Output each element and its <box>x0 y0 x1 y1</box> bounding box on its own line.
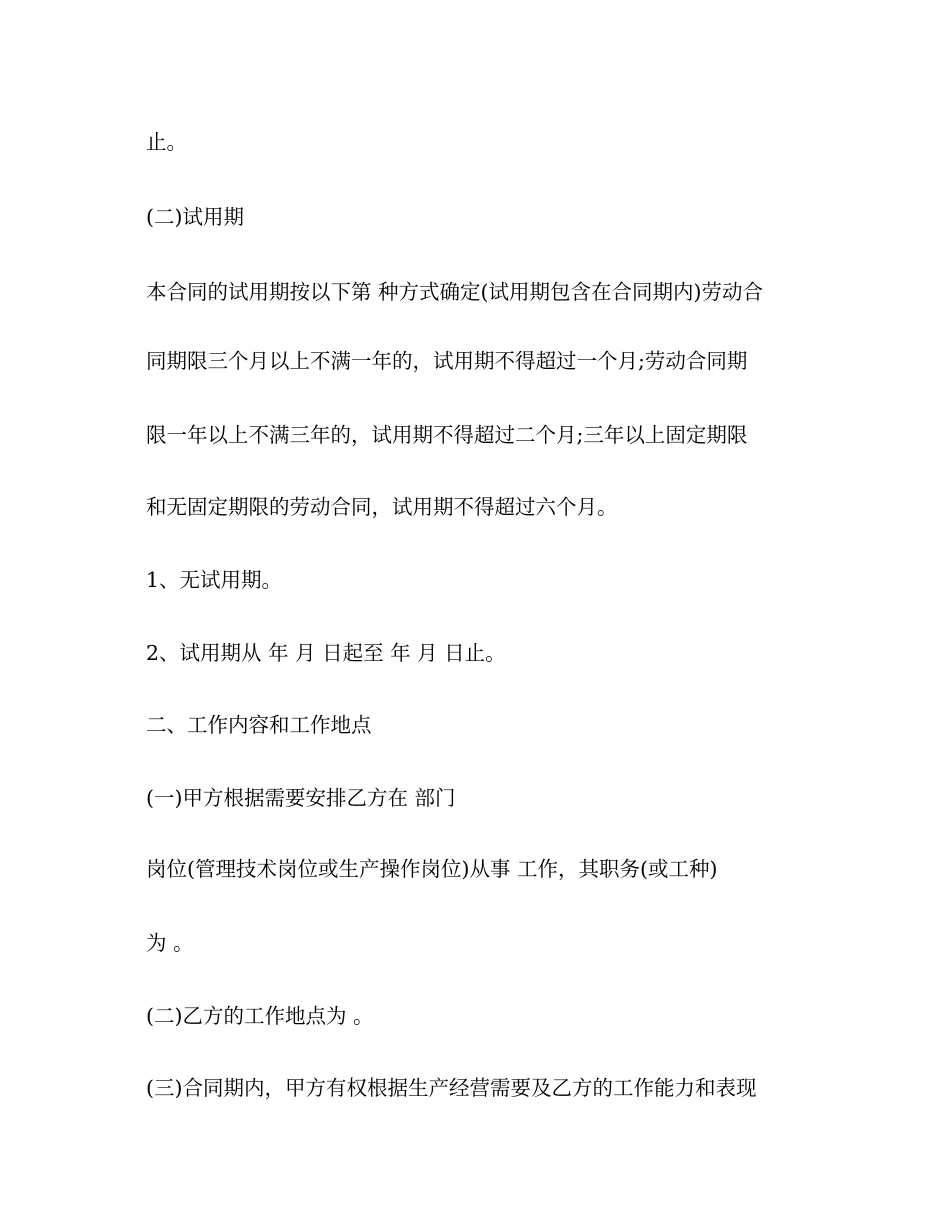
text-line-2: (二)试用期 <box>146 205 244 229</box>
text-line-10: (一)甲方根据需要安排乙方在 部门 <box>146 786 456 810</box>
text-line-9: 二、工作内容和工作地点 <box>146 713 372 737</box>
text-line-6: 和无固定期限的劳动合同，试用期不得超过六个月。 <box>146 495 618 519</box>
text-line-11: 岗位(管理技术岗位或生产操作岗位)从事 工作，其职务(或工种) <box>146 857 718 881</box>
text-line-5: 限一年以上不满三年的，试用期不得超过二个月;三年以上固定期限 <box>146 423 748 447</box>
text-line-8: 2、试用期从 年 月 日起至 年 月 日止。 <box>146 641 506 665</box>
text-line-7: 1、无试用期。 <box>146 568 283 592</box>
text-line-4: 同期限三个月以上不满一年的，试用期不得超过一个月;劳动合同期 <box>146 349 748 373</box>
text-line-13: (二)乙方的工作地点为 。 <box>146 1004 374 1028</box>
text-line-14: (三)合同期内，甲方有权根据生产经营需要及乙方的工作能力和表现 <box>146 1076 757 1100</box>
text-line-1: 止。 <box>146 130 187 154</box>
text-line-12: 为 。 <box>146 931 194 955</box>
text-line-3: 本合同的试用期按以下第 种方式确定(试用期包含在合同期内)劳动合 <box>146 280 764 304</box>
